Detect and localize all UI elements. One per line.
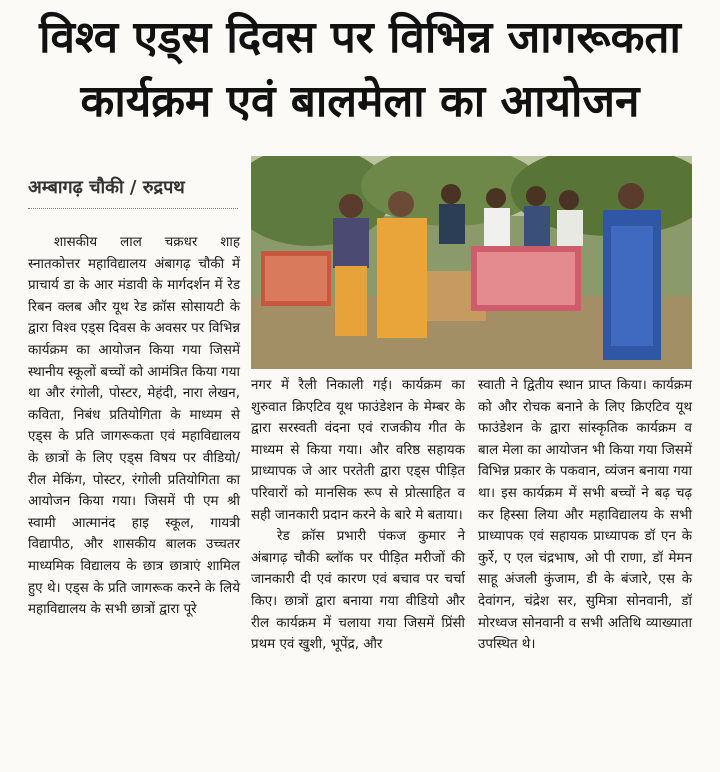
headline <box>0 6 720 134</box>
article-paragraph: नगर में रैली निकाली गई। कार्यक्रम का शुरुवात क्रिएटिव यूथ फाउंडेशन के मेम्बर के द्वारा सरस्वती वंदना एवं राजकीय गीत के माध्यम से किया गया। और वरिष्ठ सहायक प्राध्यापक जे आर परतेती द्वारा एड्स पीड़ित परिवारों को मानसिक रूप से प्रोत्साहित व सही जानकारी प्रदान करने के बारे मे बताया। <box>251 378 465 523</box>
dateline: अम्बागढ़ चौकी / रुद्रपथ <box>28 176 238 209</box>
event-photo <box>251 156 692 369</box>
event-photo-illustration <box>251 156 692 369</box>
article-paragraph: शासकीय लाल चक्रधर शाह स्नातकोत्तर महाविद्यालय अंबागढ़ चौकी में प्राचार्य डा के आर मंडावी के मार्गदर्शन में रेड रिबन क्लब और यूथ रेड क्रॉस सोसायटी के द्वारा विश्व एड्स दिवस के अवसर पर विभिन्न कार्यक्रम का आयोजन किया गया जिसमें स्थानीय स्कूलों बच्चों को आमंत्रित किया गया था और रंगोली, पोस्टर, मेहंदी, नारा लेखन, कविता, निबंध प्रतियोगिता के माध्यम से एड्स के प्रति जागरूकता एवं महाविद्यालय के छात्रों के लिए एड्स विषय पर वीडियो/रील मेकिंग, पोस्टर, रंगोली प्रतियोगिता का आयोजन किया गया। जिसमें पी एम श्री स्वामी आत्मानंद हाइ स्कूल, गायत्री विद्यापीठ, और शासकीय बालक उच्चतर माध्यमिक विद्यालय के छात्र छात्राएं शामिल हुए थे। एड्स के प्रति जागरूक करने के लिये महाविद्यालय के सभी छात्रों द्वारा पूरे <box>28 235 240 618</box>
article-column-2 <box>251 375 465 656</box>
article-paragraph: रेड क्रॉस प्रभारी पंकज कुमार ने अंबागढ़ चौकी ब्लॉक पर पीड़ित मरीजों की जानकारी दी एवं कारण एवं बचाव पर चर्चा किए। छात्रों द्वारा बनाया गया वीडियो और रील कार्यक्रम में चलाया गया जिसमें प्रिंसी प्रथम एवं खुशी, भूपेंद्र, और <box>251 529 465 653</box>
article-paragraph: स्वाती ने द्वितीय स्थान प्राप्त किया। कार्यक्रम को और रोचक बनाने के लिए क्रिएटिव यूथ फाउंडेशन के द्वारा सांस्कृतिक कार्यक्रम व बाल मेला का आयोजन भी किया गया जिसमें विभिन्न प्रकार के पकवान, व्यंजन बनाया गया था। इस कार्यक्रम में सभी बच्चों ने बढ़ चढ़ कर हिस्सा लिया और महाविद्यालय के सभी प्राध्यापक एवं सहायक प्राध्यापक डॉ एन के कुर्रे, ए एल चंद्रभाष, ओ पी राणा, डॉ मेमन साहू अंजली कुंजाम, डी के बंजारे, एस के देवांगन, चंद्रेश सर, सुमित्रा सोनवानी, डॉ मोरध्वज सोनवानी व सभी अतिथि व्याख्याता उपस्थित थे। <box>478 378 692 653</box>
article-column-1 <box>28 232 240 621</box>
headline-line-1: विश्व एड्स दिवस पर विभिन्न जागरूकता <box>39 12 681 63</box>
headline-line-2: कार्यक्रम एवं बालमेला का आयोजन <box>80 76 640 127</box>
article-column-3 <box>478 375 692 656</box>
